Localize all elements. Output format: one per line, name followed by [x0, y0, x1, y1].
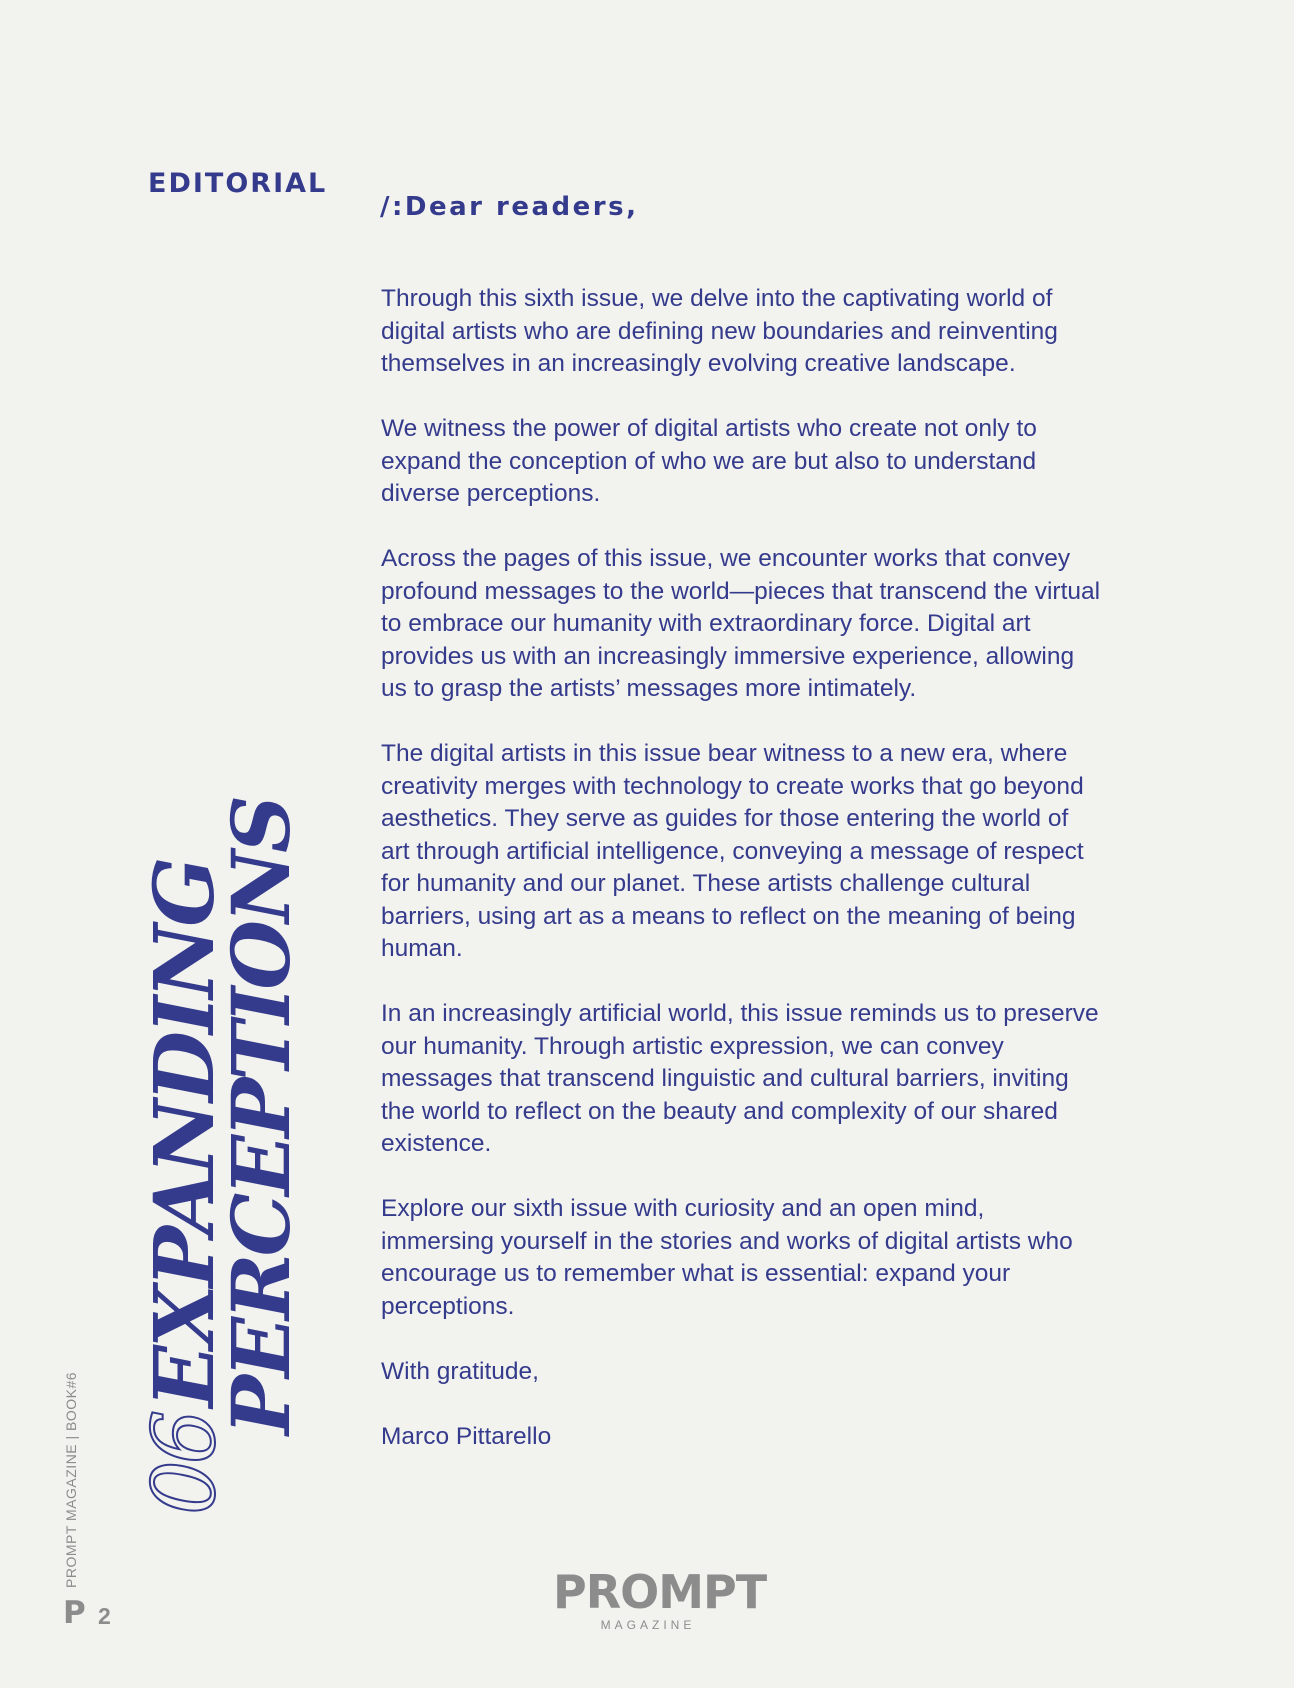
vertical-issue-title — [135, 798, 355, 1515]
paragraph-6: Explore our sixth issue with curiosity and an open mind, immersing yourself in the stories and works of digital artists who encourage us to remember what is essential: expand your perceptions. — [381, 1195, 1073, 1320]
vertical-title-line-1 — [135, 859, 235, 1515]
logo-subtitle: MAGAZINE — [600, 1618, 696, 1632]
issue-number: 06 — [135, 1413, 235, 1515]
editorial-body — [381, 283, 1101, 1486]
paragraph-2: We witness the power of digital artists who create not only to expand the conception of who we are but also to understand diverse perceptions. — [381, 415, 1037, 507]
prompt-magazine-logo — [553, 1565, 767, 1632]
side-caption: PROMPT MAGAZINE | BOOK#6 — [63, 1371, 79, 1588]
title-word-expanding: EXPANDING — [137, 859, 233, 1408]
signature-name: Marco Pittarello — [381, 1422, 552, 1450]
section-label: EDITORIAL — [148, 168, 328, 199]
paragraph-5: In an increasingly artificial world, this issue reminds us to preserve our humanity. Through artistic expression, we can convey messages that transcend linguistic and cultural barriers, inviting the world to reflect on the beauty and complexity of our shared existence. — [381, 1000, 1099, 1157]
paragraph-1: Through this sixth issue, we delve into the captivating world of digital artists who are defining new boundaries and reinventing themselves in an increasingly evolving creative landscape. — [381, 285, 1058, 377]
p-logo-mark: P — [63, 1595, 86, 1631]
page-number: 2 — [98, 1603, 111, 1629]
logo-wordmark: PROMPT — [553, 1565, 767, 1619]
greeting-heading: /:Dear readers, — [380, 192, 639, 222]
closing-line: With gratitude, — [381, 1357, 539, 1385]
paragraph-3: Across the pages of this issue, we encounter works that convey profound messages to the world—pieces that transcend the virtual to embrace our humanity with extraordinary force. Digital art provides us with an increasingly immersive experience, allowing us to grasp the artists’ messages more intimately. — [381, 545, 1101, 702]
title-word-perceptions: PERCEPTIONS — [214, 798, 308, 1435]
paragraph-4: The digital artists in this issue bear witness to a new era, where creativity merges with technology to create works that go beyond aesthetics. They serve as guides for those entering the world of art through artificial intelligence, conveying a message of respect for humanity and our planet. These artists challenge cultural barriers, using art as a means to reflect on the meaning of being human. — [381, 740, 1084, 962]
